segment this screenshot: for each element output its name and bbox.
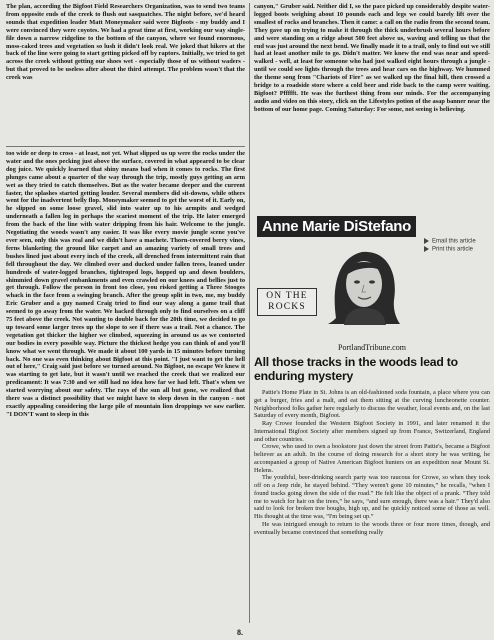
column-name-line2: ROCKS [268, 302, 306, 312]
column-1-paragraph-top: The plan, according the Bigfoot Field Researchers Organization, was to send two teams from opposite ends of the creek to flush out sasquatches. The night before, we'd heard sounds that expedition leader Matt Moneymaker said were Bigfoots - my buddy and I were convinced they were coyotes. We had a great time at first, working our way single-file down a narrow ridgeline to the bottom of the canyon, where we found enormous, moss-caked trees and vegetation so lush it didn't look real. We joked that hikers at the back of the line were going to start getting picked off by raptors. Initially, we tried to get across the creek without getting our shoes wet - especially those of us without waders - but that proved to be useless after about the third attempt. The problem wasn't that the creek was [6, 3, 245, 82]
column-2-top-text [254, 3, 490, 203]
email-article-link[interactable] [424, 238, 476, 245]
column-name-line1: ON THE [266, 291, 308, 301]
column-2-paragraph-top: canyon," Gruber said. Neither did I, so the pace picked up considerably despite water-logged boots weighing about 10 pounds each and legs we could barely lift over the smallest of rocks and branches. Then it came: a call on the radio from the second team. They gave up on trying to make it through the thick underbrush several hours before and were standing on a ridge about 500 feet above us, waving and telling us that the end was just around the next bend. We finally made it to a trail, only to find out we still had at least another mile to go. Didn't matter. We knew the end was near and speed-walked - well, at least for someone who had just walked eight hours through a jungle - until we could see lights through the trees and hear cars on the highway. We hummed the theme song from "Chariots of Fire" as we walked up the final hill, then crossed a bridge to a roadside store where a cold beer and ride back to the camp were waiting. Bigfoot? Pffffft. He was the furthest thing from our minds. For the accompanying audio and video on this story, click on the Lifestyles potion of the asap banner near the bottom of our home page. Coming Saturday: For some, not seeing is believing. [254, 3, 490, 113]
print-link-label: Print this article [432, 246, 474, 253]
column-1-top-text [6, 3, 245, 144]
article-paragraph: Pattie's Home Plate in St. Johns is an old-fashioned soda fountain, a place where you can get a burger, fries and a malt, and eat them sitting at the curving luncheonette counter. Neighborhood folks gather here regularly to discuss the weather, local events and, on the last Saturday of every month, Bigfoot. [254, 389, 490, 420]
print-article-link[interactable] [424, 246, 473, 253]
page-number: 8. [237, 628, 243, 637]
email-link-label: Email this article [432, 238, 476, 245]
article-paragraph: Crowe, who used to own a bookstore just down the street from Pattie's, became a Bigfoot believer as an adult. In the course of doing research for a short story he was writing, he accompanied a group of Native American Bigfoot hunters on an expedition near Mount St. Helens. [254, 443, 490, 474]
author-portrait-photo [314, 240, 409, 325]
column-1-main-text [6, 150, 245, 635]
column-name-box [257, 288, 317, 316]
site-name: PortlandTribune.com [338, 343, 406, 352]
article-headline: All those tracks in the woods lead to enduring mystery [254, 355, 458, 383]
vertical-column-rule [249, 3, 250, 623]
article-paragraph: The youthful, beer-drinking search party was too raucous for Crowe, so when they took off on a Jeep ride, he stayed behind. “They weren't gone 10 minutes,” he recalls, “when I found tracks going down the side of the road.” He felt like the object of a prank. “They told me to watch for hair on the trees,” he says, “and sure enough, there was a hair.” They'd also said to look for broken tree boughs, high up, and he quickly noticed some of those as well. His thought at the time was, “I'm being set up.” [254, 474, 490, 520]
column-1-paragraph-main: too wide or deep to cross - at least, not yet. What slipped us up were the rocks under the water and the ones pecking just above the surface, covered in what appeared to be clear dog juice. We quickly learned that shiny means bad when it comes to rocks. The first plunges came about a quarter of the way through the trip, mostly guys getting an arm wet as they tried to catch themselves. But as the water became deeper and the current faster, the splashes started getting louder. Several members did sit-downs, while others went for the inadvertent belly flop. Moneymaker seemed to get the worst of it. Early on, he slipped on some loose gravel, slid into water up to his armpits and wedged underneath a fallen log in perhaps the scariest moment of the trip. He later emerged from the back of the line with water dripping from his hair. Welcome to the jungle. Negotiating the woods wasn't any easier. It was like every movie jungle scene you've ever seen, only this was real and we didn't have a machete. Thorn-covered berry vines, ferns blanketing the ground like carpet and an amazing variety of small trees and bushes lined just about every inch of the creek, all drenched from intermittent rain that fell throughout the day. We climbed over and ducked under fallen trees, leaned under hundreds of water-logged branches, tightroped logs, hopped up and down boulders, shimmied down gravel embankments and even crawled on our knees and bellies just to get through. Follow the person in front too close, you risked getting a Three Stooges whack in the face from a swinging branch. After the group split in two, me, my buddy Eric Gruber and a guy named Craig tried to find our way along a game trail that seemed to go away from the water. We hacked through only to find ourselves on a cliff 75 feet above the creek. Not wanting to double back for the 20th time, we decided to go up toward some larger trees up the slope to see if there was a trail. Not a chance. The vegetation got thicker the higher we climbed, squeezing in around us as we contorted our bodies in every possible way. Picture the thickest hedge you can think of and you'll know what we went through. We made it about 100 yards in 15 minutes before turning back. No one was even thinking about Bigfoot at this point. "I just want to get the hell out of here," Craig said just before we turned around. No Bigfoot, no escape We knew it was starting to get late, but it wasn't until we reached the creek that we realized our predicament: It was 7:30 and we still had no idea how far we had left. That's when we started worrying about our safety. The rays of the sun all but gone, we realized that there was a distinct possibility that we might have to sleep down in the canyon - not exactly appealing considering the large pile of mountain lion droppings we saw earlier. "I DON'T want to sleep in this [6, 150, 245, 418]
byline-author-name: Anne Marie DiStefano [257, 216, 416, 237]
article-paragraph: Ray Crowe founded the Western Bigfoot Society in 1991, and later renamed it the International Bigfoot Society after members signed up from France, Switzerland, England and other countries. [254, 420, 490, 443]
arrow-right-icon [424, 238, 429, 244]
byline-block [254, 210, 490, 340]
column-divider-line [6, 146, 245, 147]
article-paragraph: He was intrigued enough to return to the woods three or four more times, though, and eventually became convinced that something really [254, 520, 490, 536]
article-body [254, 389, 490, 635]
arrow-right-icon [424, 246, 429, 252]
